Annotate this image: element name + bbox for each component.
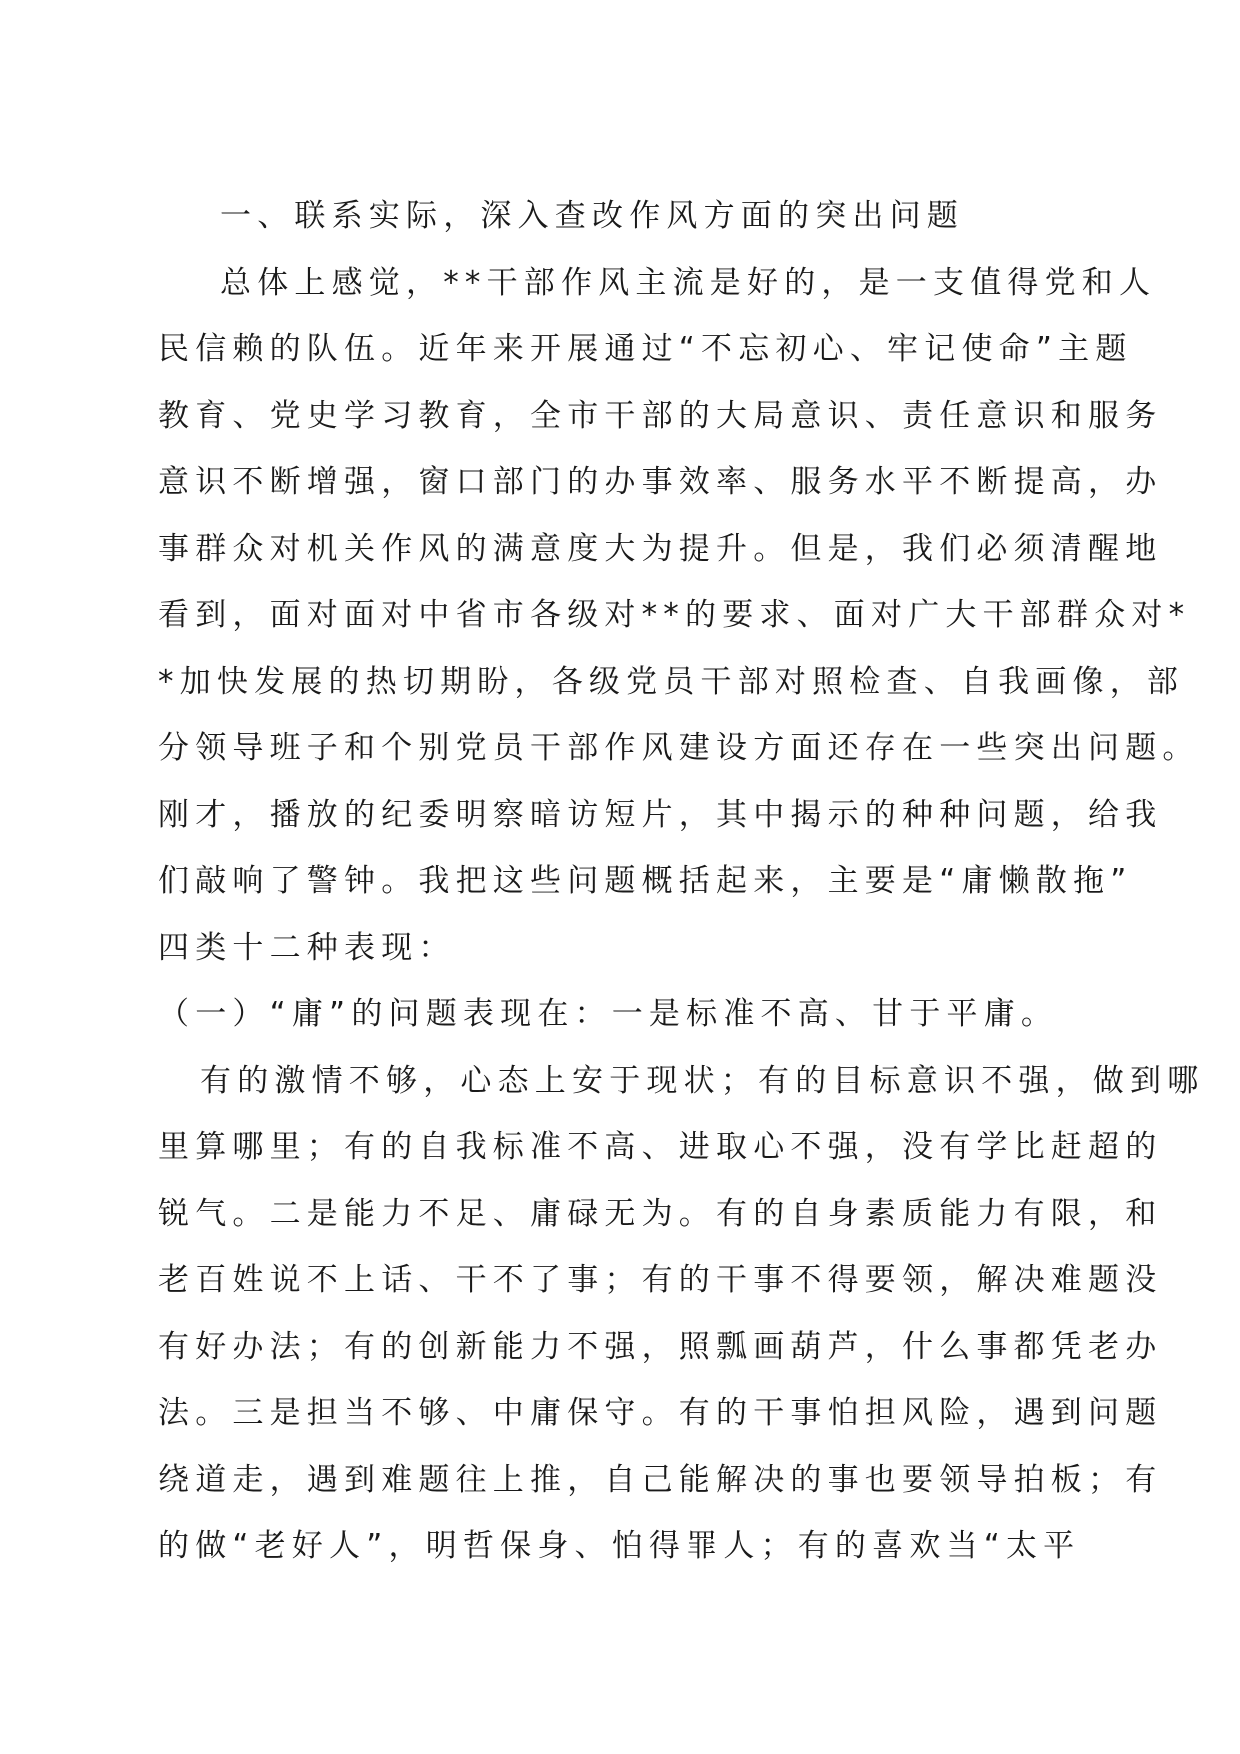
paragraph-line: 法。三是担当不够、中庸保守。有的干事怕担风险，遇到问题: [158, 1395, 1163, 1431]
paragraph-line: 有好办法；有的创新能力不强，照瓢画葫芦，什么事都凭老办: [158, 1328, 1163, 1365]
paragraph-line: （一）“庸”的问题表现在：一是标准不高、甘于平庸。: [158, 996, 1059, 1032]
paragraph-line: 民信赖的队伍。近年来开展通过“不忘初心、牢记使命”主题: [158, 331, 1133, 367]
paragraph-line: 老百姓说不上话、干不了事；有的干事不得要领，解决难题没: [158, 1262, 1163, 1298]
section-heading: 一、联系实际，深入查改作风方面的突出问题: [220, 198, 964, 234]
paragraph-line: 锐气。二是能力不足、庸碌无为。有的自身素质能力有限，和: [158, 1195, 1163, 1232]
document-body: [158, 183, 1205, 1580]
paragraph-line: 的做“老好人”，明哲保身、怕得罪人；有的喜欢当“太平: [158, 1528, 1081, 1564]
paragraph-line: 事群众对机关作风的满意度大为提升。但是，我们必须清醒地: [158, 530, 1163, 567]
paragraph-line: 里算哪里；有的自我标准不高、进取心不强，没有学比赶超的: [158, 1129, 1163, 1165]
paragraph-line: 总体上感觉，**干部作风主流是好的，是一支值得党和人: [220, 264, 1157, 301]
paragraph-line: 教育、党史学习教育，全市干部的大局意识、责任意识和服务: [158, 397, 1163, 434]
paragraph-line: 看到，面对面对中省市各级对**的要求、面对广大干部群众对*: [158, 597, 1191, 633]
paragraph-line: 们敲响了警钟。我把这些问题概括起来，主要是“庸懒散拖”: [158, 863, 1133, 899]
paragraph-line: 意识不断增强，窗口部门的办事效率、服务水平不断提高，办: [158, 464, 1163, 500]
paragraph-line: *加快发展的热切期盼，各级党员干部对照检查、自我画像，部: [158, 663, 1185, 700]
paragraph-line: 分领导班子和个别党员干部作风建设方面还存在一些突出问题。: [158, 730, 1200, 766]
paragraph-line: 刚才，播放的纪委明察暗访短片，其中揭示的种种问题，给我: [158, 796, 1163, 833]
paragraph-line: 四类十二种表现：: [158, 929, 456, 966]
subsection-heading: 有的激情不够，心态上安于现状；有的目标意识不强，做到哪: [200, 1062, 1205, 1099]
paragraph-line: 绕道走，遇到难题往上推，自己能解决的事也要领导拍板；有: [158, 1461, 1163, 1498]
